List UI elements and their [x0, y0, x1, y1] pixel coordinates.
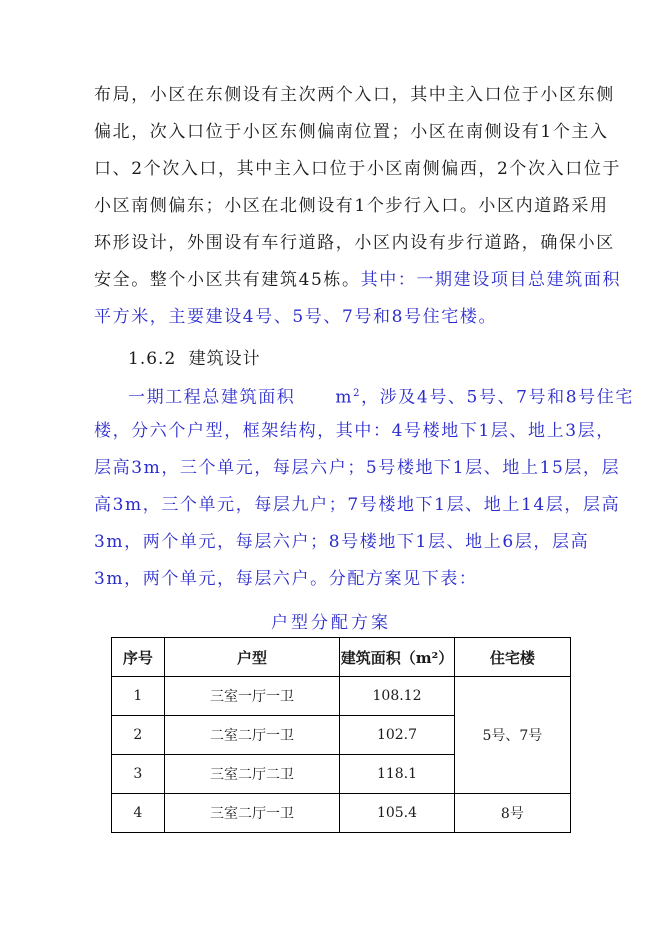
para2-line-5: 3m，两个单元，每层六户；8号楼地下1层、地上6层，层高 [94, 532, 590, 552]
para1-line-2: 偏北，次入口位于小区东侧偏南位置；小区在南侧设有1个主入 [94, 122, 609, 142]
section-number: 1.6.2 [128, 349, 177, 369]
header-type: 户型 [164, 638, 340, 677]
table-row [112, 794, 571, 833]
area-unit: m [335, 387, 354, 408]
header-no: 序号 [112, 638, 165, 677]
table-caption: 户型分配方案 [271, 613, 391, 633]
header-area: 建筑面积（m²） [340, 638, 454, 677]
para2-line-6: 3m，两个单元，每层六户。分配方案见下表： [94, 569, 478, 589]
cell-type: 三室一厅一卫 [164, 677, 340, 716]
para1-line-4: 小区南侧偏东；小区在北侧设有1个步行入口。小区内道路采用 [94, 196, 609, 216]
cell-area: 105.4 [340, 794, 454, 833]
section-heading [128, 344, 261, 369]
cell-area: 118.1 [340, 755, 454, 794]
para1-line-5: 环形设计，外围设有车行道路，小区内设有步行道路，确保小区 [94, 233, 615, 253]
para2-line-1-a: 一期工程总建筑面积 [128, 387, 296, 408]
para2-line-3: 层高3m，三个单元，每层六户；5号楼地下1层、地上15层，层 [94, 458, 621, 478]
cell-building-5-7: 5号、7号 [454, 677, 570, 794]
cell-no: 2 [112, 716, 165, 755]
para2-line-2: 楼，分六个户型，框架结构，其中：4号楼地下1层、地上3层， [94, 421, 615, 441]
cell-type: 三室二厅一卫 [164, 794, 340, 833]
para1-line-1: 布局，小区在东侧设有主次两个入口，其中主入口位于小区东侧 [94, 85, 615, 105]
para1-line-6-black: 安全。整个小区共有建筑45栋。 [94, 270, 361, 290]
area-unit-sup: 2 [353, 388, 362, 399]
cell-type: 二室二厅一卫 [164, 716, 340, 755]
cell-area: 108.12 [340, 677, 454, 716]
para2-line-1-b: ，涉及4号、5号、7号和8号住宅 [361, 387, 634, 408]
cell-no: 4 [112, 794, 165, 833]
cell-no: 3 [112, 755, 165, 794]
header-building: 住宅楼 [454, 638, 570, 677]
allocation-table [111, 637, 571, 833]
cell-building-8: 8号 [454, 794, 570, 833]
cell-area: 102.7 [340, 716, 454, 755]
table-row [112, 677, 571, 716]
cell-no: 1 [112, 677, 165, 716]
para1-line-7: 平方米，主要建设4号、5号、7号和8号住宅楼。 [94, 307, 498, 327]
para1-line-3: 口、2个次入口，其中主入口位于小区南侧偏西，2个次入口位于 [94, 159, 622, 179]
para2-line-4: 高3m，三个单元，每层九户；7号楼地下1层、地上14层，层高 [94, 495, 621, 515]
para2-line-1 [128, 383, 634, 409]
para1-line-6-blue: 其中：一期建设项目总建筑面积 [360, 270, 622, 290]
cell-type: 三室二厅二卫 [164, 755, 340, 794]
section-title: 建筑设计 [188, 349, 261, 369]
table-header-row [112, 638, 571, 677]
para1-line-6 [94, 269, 621, 291]
